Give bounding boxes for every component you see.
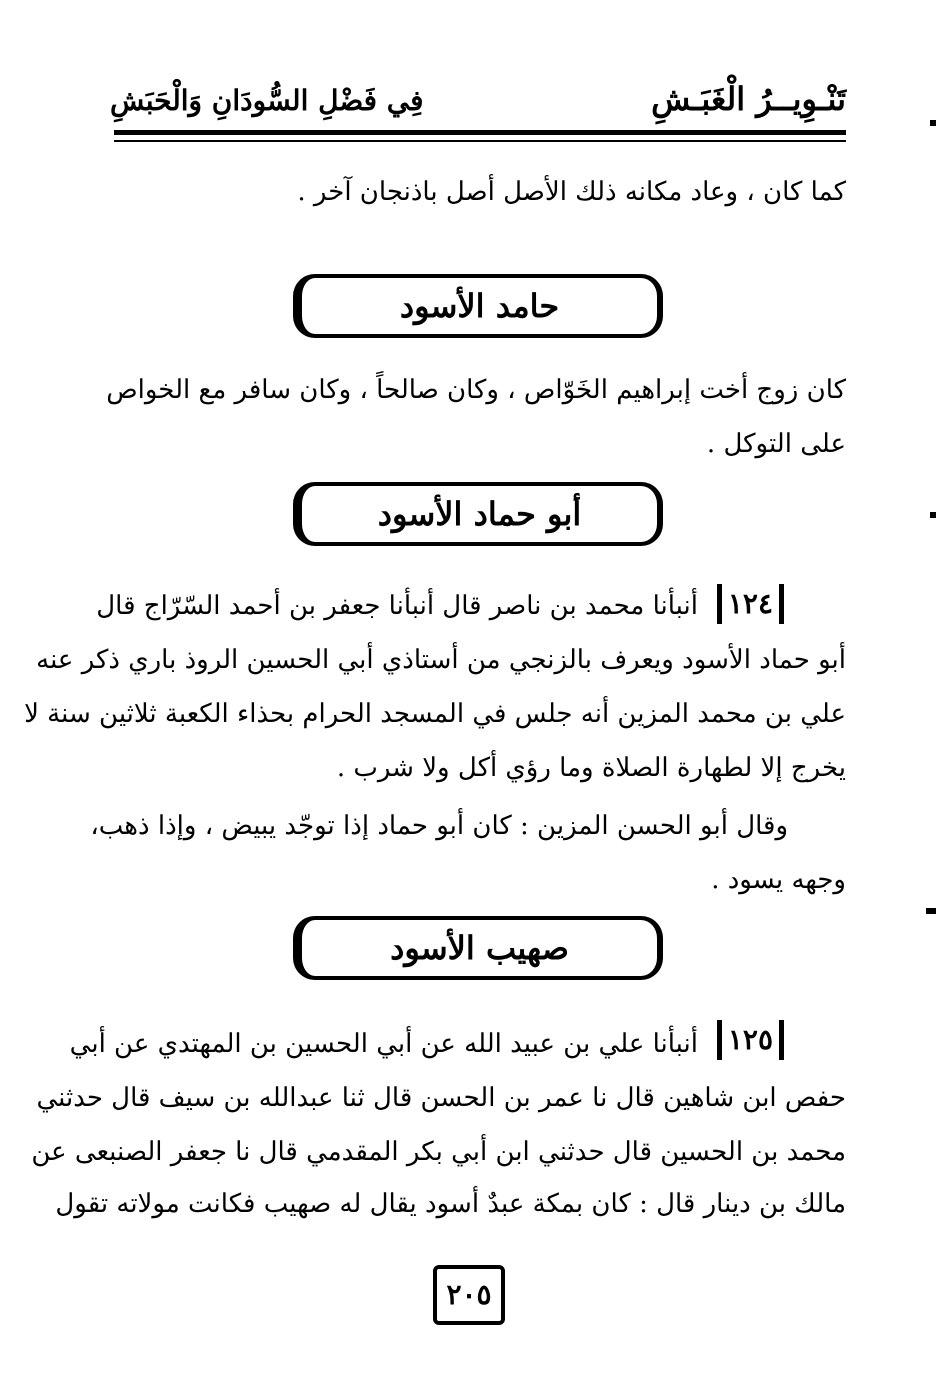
- section-3-line-4: مالك بن دينار قال : كان بمكة عبدٌ أسود يقال له صهيب فكانت مولاته تقول: [55, 1189, 846, 1219]
- edge-mark: [930, 120, 936, 126]
- section-2-line-3: علي بن محمد المزين أنه جلس في المسجد الحرام بحذاء الكعبة ثلاثين سنة لا: [24, 699, 846, 729]
- section-2-line-2: أبو حماد الأسود ويعرف بالزنجي من أستاذي أبي الحسين الروذ باري ذكر عنه: [36, 645, 846, 675]
- section-3-line-1: أنبأنا علي بن عبيد الله عن أبي الحسين بن المهتدي عن أبي: [69, 1029, 698, 1059]
- header-rule-thick: [114, 130, 846, 135]
- section-3-line-2: حفص ابن شاهين قال نا عمر بن الحسن قال ثنا عبدالله بن سيف قال حدثني: [36, 1083, 846, 1113]
- section-heading-suhayb: صهيب الأسود: [293, 916, 663, 980]
- section-1-line-1: كان زوج أخت إبراهيم الخَوّاص ، وكان صالحاً ، وكان سافر مع الخواص: [106, 375, 846, 405]
- edge-mark: [930, 512, 936, 518]
- hadith-number-125: ١٢٥: [717, 1020, 784, 1060]
- section-3-line-3: محمد بن الحسين قال حدثني ابن أبي بكر المقدمي قال نا جعفر الصنبعى عن: [31, 1137, 846, 1167]
- book-subtitle: فِي فَضْلِ السُّودَانِ وَالْحَبَشِ: [110, 84, 424, 117]
- section-2-line-5: وقال أبو الحسن المزين : كان أبو حماد إذا توجّد يبيض ، وإذا ذهب،: [90, 811, 788, 841]
- hadith-number-124: ١٢٤: [717, 584, 784, 624]
- section-2-line-4: يخرج إلا لطهارة الصلاة وما رؤي أكل ولا شرب .: [336, 753, 846, 783]
- section-heading-abu-hammad: أبو حماد الأسود: [293, 482, 663, 546]
- page-number: ٢٠٥: [433, 1265, 505, 1325]
- section-1-line-2: على التوكل .: [706, 429, 846, 459]
- book-title: تَنْـوِيــرُ الْغَبَـشِ: [651, 80, 846, 118]
- header-rule-thin: [114, 140, 846, 142]
- section-2-line-6: وجهه يسود .: [711, 865, 846, 895]
- running-header: [110, 80, 846, 130]
- edge-mark: [926, 908, 936, 914]
- section-2-line-1: أنبأنا محمد بن ناصر قال أنبأنا جعفر بن أحمد السّرّاج قال: [96, 591, 698, 621]
- intro-line: كما كان ، وعاد مكانه ذلك الأصل أصل باذنجان آخر .: [297, 177, 846, 207]
- section-heading-hamid: حامد الأسود: [293, 274, 663, 338]
